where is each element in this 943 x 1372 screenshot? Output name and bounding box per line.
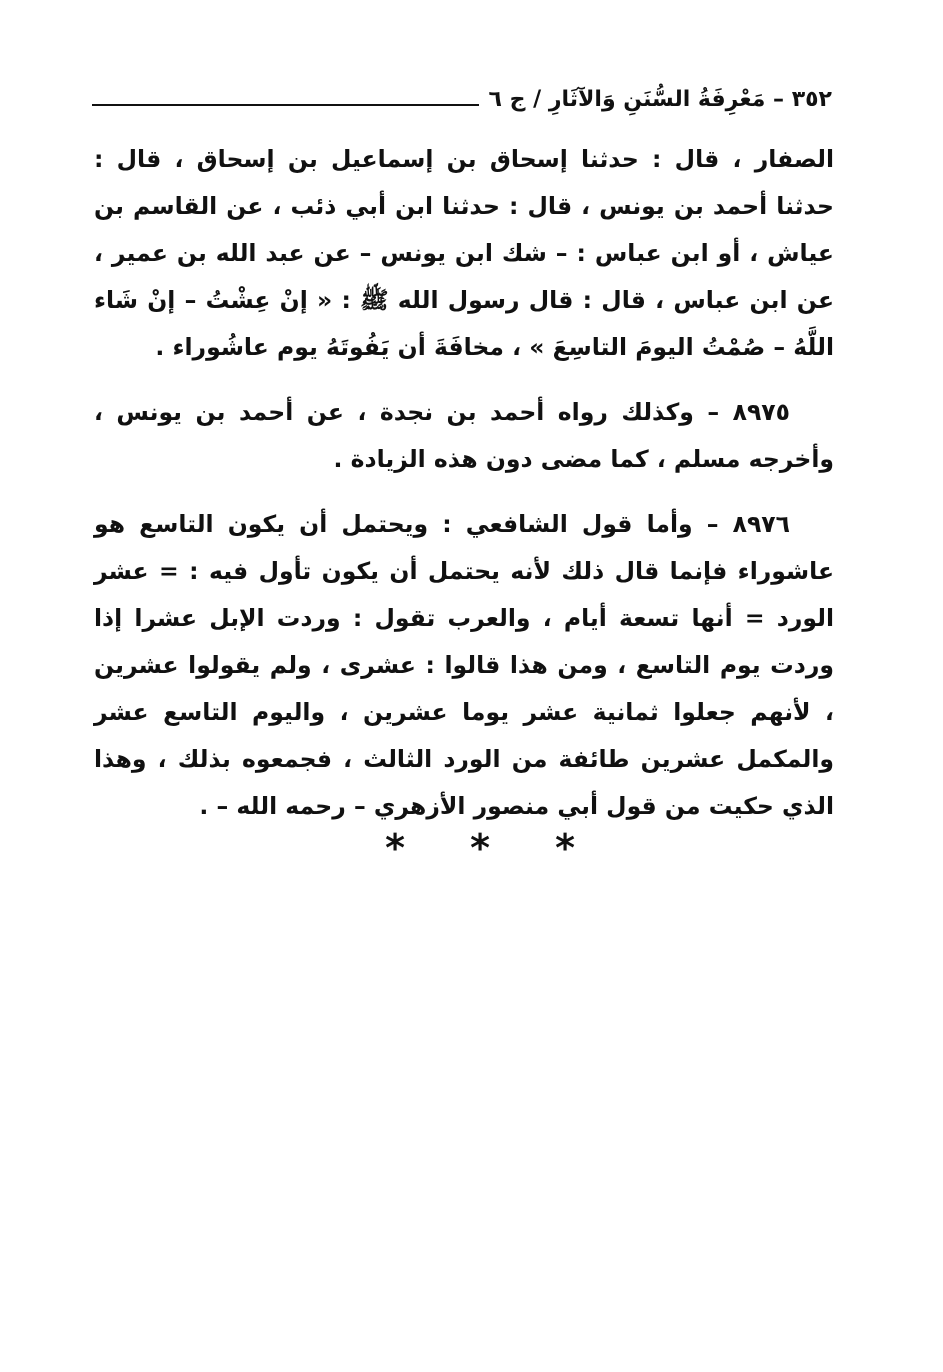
- paragraph-8976: ٨٩٧٦ – وأما قول الشافعي : ويحتمل أن يكون التاسع هو عاشوراء فإنما قال ذلك لأنه يحتمل أن يكون تأول فيه : = عشر الورد = أنها تسعة أيام ، والعرب تقول : وردت الإبل عشرا إذا وردت يوم التاسع ، ومن هذا قالوا : عشرى ، ولم يقولوا عشرين ، لأنهم جعلوا ثمانية عشر يوما عشرين ، واليوم التاسع عشر والمكمل عشرين طائفة من الورد الثالث ، فجمعوه بذلك ، وهذا الذي حكيت من قول أبي منصور الأزهري – رحمه الله – .: [94, 510, 834, 820]
- section-separator: [380, 826, 580, 870]
- paragraph-hadith-chain: الصفار ، قال : حدثنا إسحاق بن إسماعيل بن إسحاق ، قال : حدثنا أحمد بن يونس ، قال : حدثنا ابن أبي ذئب ، عن القاسم بن عياش ، أو ابن عباس : – شك ابن يونس – عن عبد الله بن عمير ، عن ابن عباس ، قال : قال رسول الله ﷺ : « إنْ عِشْتُ – إنْ شَاء اللَّهُ – صُمْتُ اليومَ التاسِعَ » ، مخافَةَ أن يَفُوتَهُ يوم عاشُوراء .: [94, 145, 834, 361]
- separator-asterisk: *: [470, 826, 490, 870]
- separator-asterisk: *: [385, 826, 405, 870]
- paragraph-8975: ٨٩٧٥ – وكذلك رواه أحمد بن نجدة ، عن أحمد بن يونس ، وأخرجه مسلم ، كما مضى دون هذه الزيادة .: [94, 398, 834, 473]
- header-rule: [92, 104, 479, 106]
- header-title: ٣٥٢ – مَعْرِفَةُ السُّنَنِ وَالآثَارِ / ج ٦: [488, 87, 832, 112]
- running-header: [92, 84, 832, 116]
- body-text: [94, 136, 834, 830]
- separator-asterisk: *: [555, 826, 575, 870]
